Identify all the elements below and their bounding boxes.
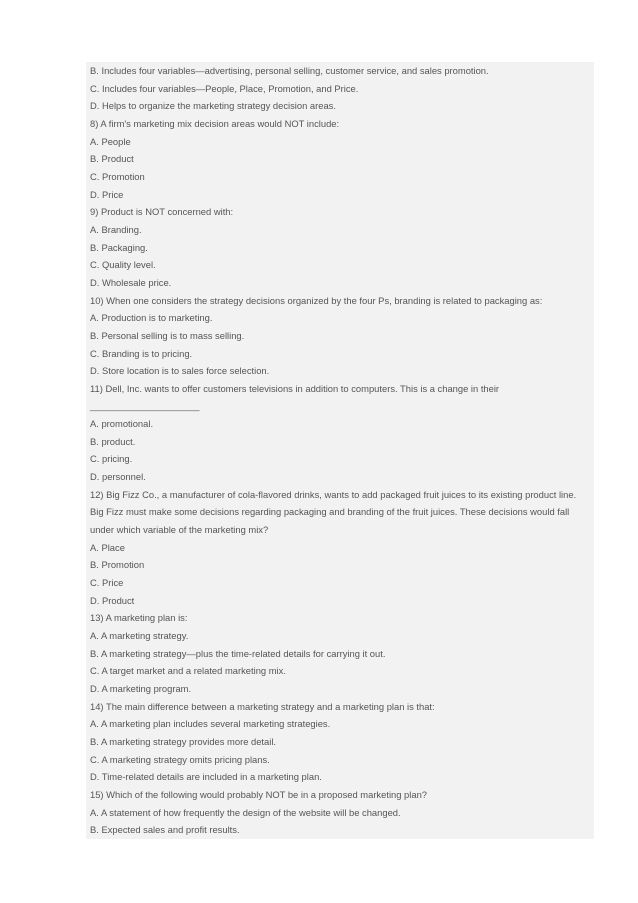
option-line: D. Product [86,592,594,610]
option-line: B. Expected sales and profit results. [86,821,594,839]
question-line: Big Fizz must make some decisions regarding packaging and branding of the fruit juices. These decisions would fall [86,503,594,521]
option-line: D. Wholesale price. [86,274,594,292]
question-line: 11) Dell, Inc. wants to offer customers televisions in addition to computers. This is a change in their [86,380,594,398]
option-line: B. Product [86,150,594,168]
option-line: D. personnel. [86,468,594,486]
option-line: C. Price [86,574,594,592]
question-line: 13) A marketing plan is: [86,609,594,627]
question-line: 12) Big Fizz Co., a manufacturer of cola-flavored drinks, wants to add packaged fruit juices to its existing product line. [86,486,594,504]
option-line: C. Promotion [86,168,594,186]
option-line: B. Promotion [86,556,594,574]
option-line: D. Price [86,186,594,204]
document-page [86,62,594,839]
option-line: D. Store location is to sales force selection. [86,362,594,380]
text-line: D. Helps to organize the marketing strategy decision areas. [86,97,594,115]
option-line: D. A marketing program. [86,680,594,698]
option-line: A. People [86,133,594,151]
text-line: B. Includes four variables—advertising, personal selling, customer service, and sales promotion. [86,62,594,80]
option-line: A. A marketing plan includes several marketing strategies. [86,715,594,733]
option-line: C. pricing. [86,450,594,468]
question-line: 15) Which of the following would probably NOT be in a proposed marketing plan? [86,786,594,804]
option-line: B. Personal selling is to mass selling. [86,327,594,345]
option-line: B. product. [86,433,594,451]
blank-line: _____________________ [86,397,594,415]
option-line: D. Time-related details are included in a marketing plan. [86,768,594,786]
option-line: B. Packaging. [86,239,594,257]
option-line: A. Branding. [86,221,594,239]
option-line: C. A marketing strategy omits pricing plans. [86,751,594,769]
question-line: 8) A firm's marketing mix decision areas would NOT include: [86,115,594,133]
question-line: 14) The main difference between a marketing strategy and a marketing plan is that: [86,698,594,716]
option-line: C. Quality level. [86,256,594,274]
option-line: A. Place [86,539,594,557]
question-line: under which variable of the marketing mix? [86,521,594,539]
option-line: A. Production is to marketing. [86,309,594,327]
option-line: A. promotional. [86,415,594,433]
option-line: C. A target market and a related marketing mix. [86,662,594,680]
question-line: 10) When one considers the strategy decisions organized by the four Ps, branding is related to packaging as: [86,292,594,310]
option-line: C. Branding is to pricing. [86,345,594,363]
option-line: A. A statement of how frequently the design of the website will be changed. [86,804,594,822]
question-line: 9) Product is NOT concerned with: [86,203,594,221]
option-line: A. A marketing strategy. [86,627,594,645]
text-line: C. Includes four variables—People, Place, Promotion, and Price. [86,80,594,98]
option-line: B. A marketing strategy provides more detail. [86,733,594,751]
option-line: B. A marketing strategy—plus the time-related details for carrying it out. [86,645,594,663]
